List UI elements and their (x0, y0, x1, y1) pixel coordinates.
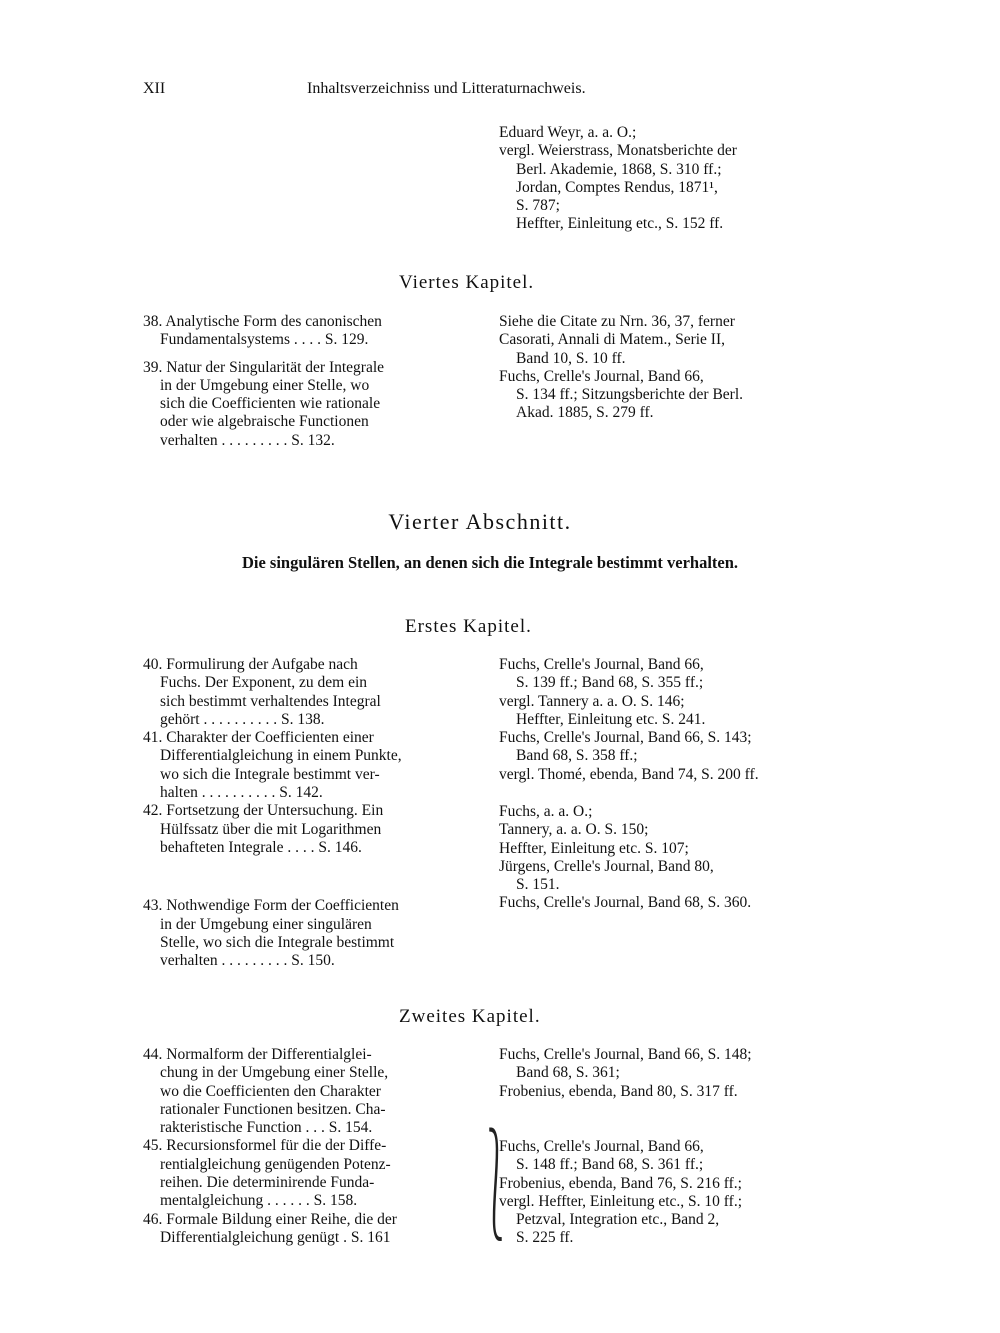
toc-entry (143, 1211, 478, 1248)
entry-line: Stelle, wo sich die Integrale bestimmt (160, 933, 395, 951)
page-number: XII (143, 80, 166, 97)
entry-line: verhalten . . . . . . . . . S. 150. (160, 952, 335, 970)
entry-line: sich bestimmt verhaltendes Integral (160, 692, 381, 710)
toc-entry (143, 359, 478, 450)
ref-line: Fuchs, a. a. O.; (499, 803, 593, 820)
chapter1-references-b (499, 803, 839, 913)
ref-line: S. 139 ff.; Band 68, S. 355 ff.; (516, 674, 704, 692)
ref-line: Petzval, Integration etc., Band 2, (516, 1211, 720, 1229)
entry-line: Differentialgleichung in einem Punkte, (160, 747, 402, 765)
chapter-heading-viertes: Viertes Kapitel. (399, 272, 535, 293)
ref-line: Fuchs, Crelle's Journal, Band 66, S. 143; (499, 729, 752, 747)
entry-line: in der Umgebung einer Stelle, wo (160, 376, 370, 394)
ref-line: S. 225 ff. (516, 1229, 574, 1247)
ref-line: Jordan, Comptes Rendus, 1871¹, (516, 178, 718, 196)
entry-line: 39. Natur der Singularität der Integrale (143, 358, 385, 376)
chapter2-references-a (499, 1046, 839, 1101)
entry-line: wo sich die Integrale bestimmt ver- (160, 765, 380, 783)
entry-line: wo die Coefficienten den Charakter (160, 1082, 381, 1100)
section-title: Die singulären Stellen, an denen sich die Integrale bestimmt verhalten. (241, 553, 739, 572)
entry-line: chung in der Umgebung einer Stelle, (160, 1064, 389, 1082)
ref-line: Fuchs, Crelle's Journal, Band 66, (499, 1138, 704, 1155)
entry-line: 45. Recursionsformel für die der Diffe- (143, 1137, 387, 1155)
entry-line: verhalten . . . . . . . . . S. 132. (160, 431, 335, 449)
entry-line: 42. Fortsetzung der Untersuchung. Ein (143, 802, 384, 820)
ref-line: S. 134 ff.; Sitzungsberichte der Berl. (516, 386, 744, 404)
entry-line: behafteten Integrale . . . . S. 146. (160, 838, 362, 856)
ref-line: Band 68, S. 361; (516, 1064, 620, 1082)
entry-line: Fundamentalsystems . . . . S. 129. (160, 331, 369, 349)
entry-line: mentalgleichung . . . . . . S. 158. (160, 1192, 358, 1210)
ref-line: Eduard Weyr, a. a. O.; (499, 124, 637, 141)
chapter-heading-erstes: Erstes Kapitel. (405, 616, 532, 637)
ref-line: vergl. Tannery a. a. O. S. 146; (499, 692, 685, 710)
entry-line: Differentialgleichung genügt . S. 161 (160, 1228, 391, 1246)
toc-entry (143, 1137, 478, 1210)
toc-entry (143, 656, 478, 729)
entry-line: in der Umgebung einer singulären (160, 915, 372, 933)
top-references (499, 124, 737, 234)
chapter2-references-b (499, 1138, 839, 1248)
toc-entry (143, 897, 478, 970)
entry-line: Hülfssatz über die mit Logarithmen (160, 820, 382, 838)
ref-line: Frobenius, ebenda, Band 76, S. 216 ff.; (499, 1174, 742, 1192)
entry-line: 46. Formale Bildung einer Reihe, die der (143, 1210, 397, 1228)
chapter4-references (499, 313, 839, 423)
toc-entry (143, 729, 478, 802)
ref-line: S. 787; (516, 197, 560, 215)
toc-entry (143, 1046, 478, 1137)
entry-line: rentialgleichung genügenden Potenz- (160, 1155, 391, 1173)
ref-line: Fuchs, Crelle's Journal, Band 66, S. 148; (499, 1046, 752, 1063)
ref-line: vergl. Thomé, ebenda, Band 74, S. 200 ff. (499, 765, 759, 783)
ref-line: Fuchs, Crelle's Journal, Band 68, S. 360. (499, 894, 752, 912)
ref-line: Fuchs, Crelle's Journal, Band 66, (499, 656, 704, 673)
ref-line: Siehe die Citate zu Nrn. 36, 37, ferner (499, 313, 735, 330)
entry-line: oder wie algebraische Functionen (160, 413, 369, 431)
ref-line: Band 68, S. 358 ff.; (516, 747, 638, 765)
chapter-heading-zweites: Zweites Kapitel. (399, 1006, 541, 1027)
entry-line: reihen. Die determinirende Funda- (160, 1174, 375, 1192)
toc-entry (143, 313, 478, 350)
ref-line: S. 148 ff.; Band 68, S. 361 ff.; (516, 1156, 704, 1174)
entry-line: rakteristische Function . . . S. 154. (160, 1119, 373, 1137)
running-title: Inhaltsverzeichniss und Litteraturnachweis. (307, 80, 586, 97)
chapter4-entries (143, 313, 478, 450)
chapter1-references-a (499, 656, 839, 784)
ref-line: Frobenius, ebenda, Band 80, S. 317 ff. (499, 1082, 738, 1100)
ref-line: Akad. 1885, S. 279 ff. (516, 404, 654, 422)
section-heading: Vierter Abschnitt. (388, 509, 572, 534)
entry-line: gehört . . . . . . . . . . S. 138. (160, 710, 325, 728)
ref-line: Band 10, S. 10 ff. (516, 349, 626, 367)
brace-divider: ⎱ (479, 1125, 512, 1247)
entry-line: 40. Formulirung der Aufgabe nach (143, 656, 358, 673)
entry-line: 38. Analytische Form des canonischen (143, 313, 382, 330)
ref-line: Jürgens, Crelle's Journal, Band 80, (499, 857, 714, 875)
ref-line: Berl. Akademie, 1868, S. 310 ff.; (516, 160, 722, 178)
entry-line: 43. Nothwendige Form der Coefficienten (143, 897, 399, 915)
ref-line: Fuchs, Crelle's Journal, Band 66, (499, 367, 704, 385)
entry-line: 44. Normalform der Differentialglei- (143, 1046, 372, 1063)
entry-line: Fuchs. Der Exponent, zu dem ein (160, 674, 368, 692)
entry-line: halten . . . . . . . . . . S. 142. (160, 784, 323, 802)
entry-line: sich die Coefficienten wie rationale (160, 395, 381, 413)
ref-line: S. 151. (516, 876, 560, 894)
ref-line: vergl. Weierstrass, Monatsberichte der (499, 142, 737, 160)
ref-line: Casorati, Annali di Matem., Serie II, (499, 331, 725, 349)
chapter1-entries (143, 656, 478, 970)
chapter2-entries (143, 1046, 478, 1247)
entry-line: 41. Charakter der Coefficienten einer (143, 729, 374, 747)
ref-line: Heffter, Einleitung etc. S. 241. (516, 710, 706, 728)
ref-line: vergl. Heffter, Einleitung etc., S. 10 ff.; (499, 1192, 743, 1210)
ref-line: Heffter, Einleitung etc. S. 107; (499, 839, 689, 857)
entry-line: rationaler Functionen besitzen. Cha- (160, 1100, 386, 1118)
ref-line: Tannery, a. a. O. S. 150; (499, 821, 649, 839)
toc-entry (143, 802, 478, 857)
ref-line: Heffter, Einleitung etc., S. 152 ff. (516, 215, 724, 233)
